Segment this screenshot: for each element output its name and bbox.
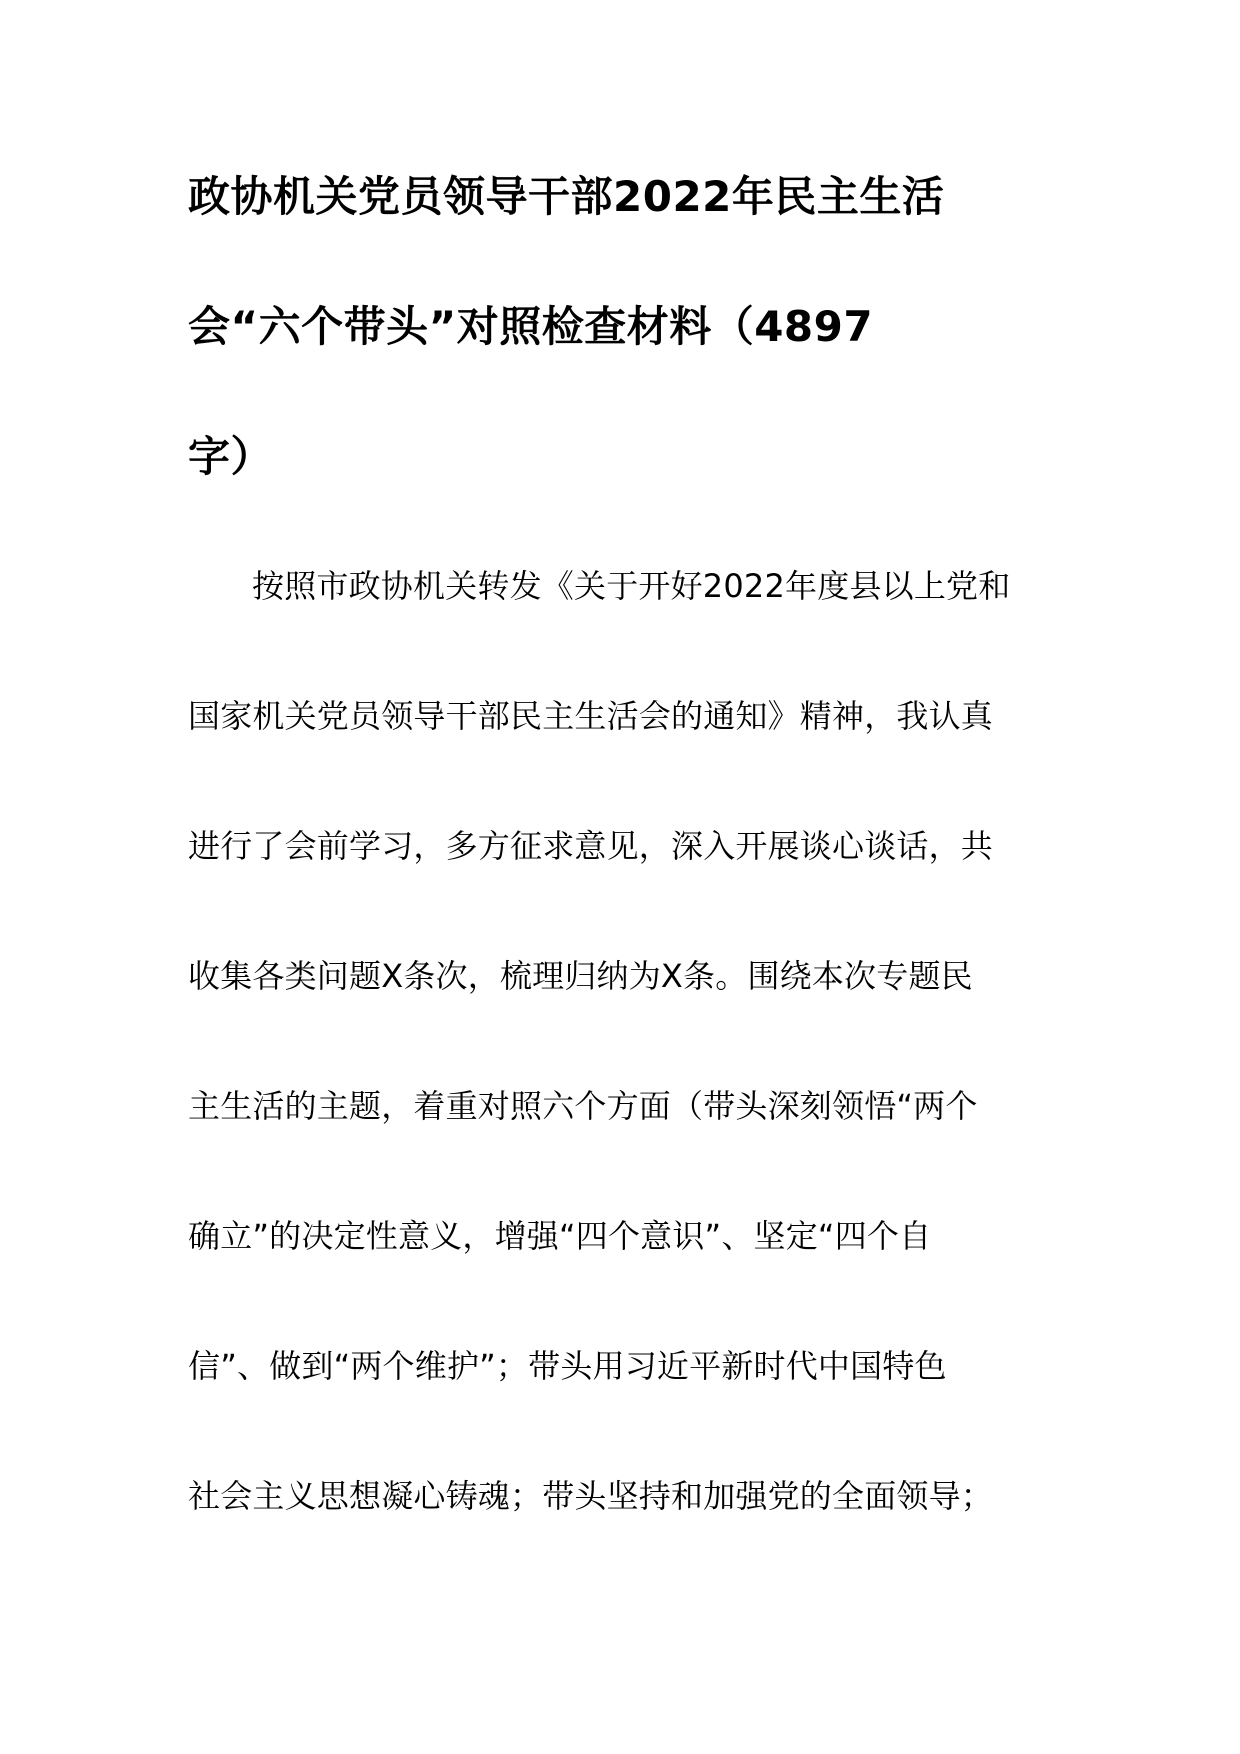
document-title-line-1: 政协机关党员领导干部2022年民主生活 [188,172,945,221]
body-paragraph-line-5: 主生活的主题，着重对照六个方面（带头深刻领悟“两个 [188,1087,978,1125]
body-paragraph-line-7: 信”、做到“两个维护”；带头用习近平新时代中国特色 [188,1347,947,1385]
body-paragraph-line-4: 收集各类问题X条次，梳理归纳为X条。围绕本次专题民 [188,957,973,995]
body-paragraph-line-3: 进行了会前学习，多方征求意见，深入开展谈心谈话，共 [188,827,994,865]
body-paragraph-line-6: 确立”的决定性意义，增强“四个意识”、坚定“四个自 [188,1217,932,1255]
document-title-line-3: 字） [188,432,274,481]
body-paragraph-line-2: 国家机关党员领导干部民主生活会的通知》精神，我认真 [188,697,994,735]
body-paragraph-line-8: 社会主义思想凝心铸魂；带头坚持和加强党的全面领导； [188,1477,994,1515]
document-title-line-2: 会“六个带头”对照检查材料（4897 [188,302,874,351]
body-paragraph-line-1: 按照市政协机关转发《关于开好2022年度县以上党和 [252,567,1011,605]
